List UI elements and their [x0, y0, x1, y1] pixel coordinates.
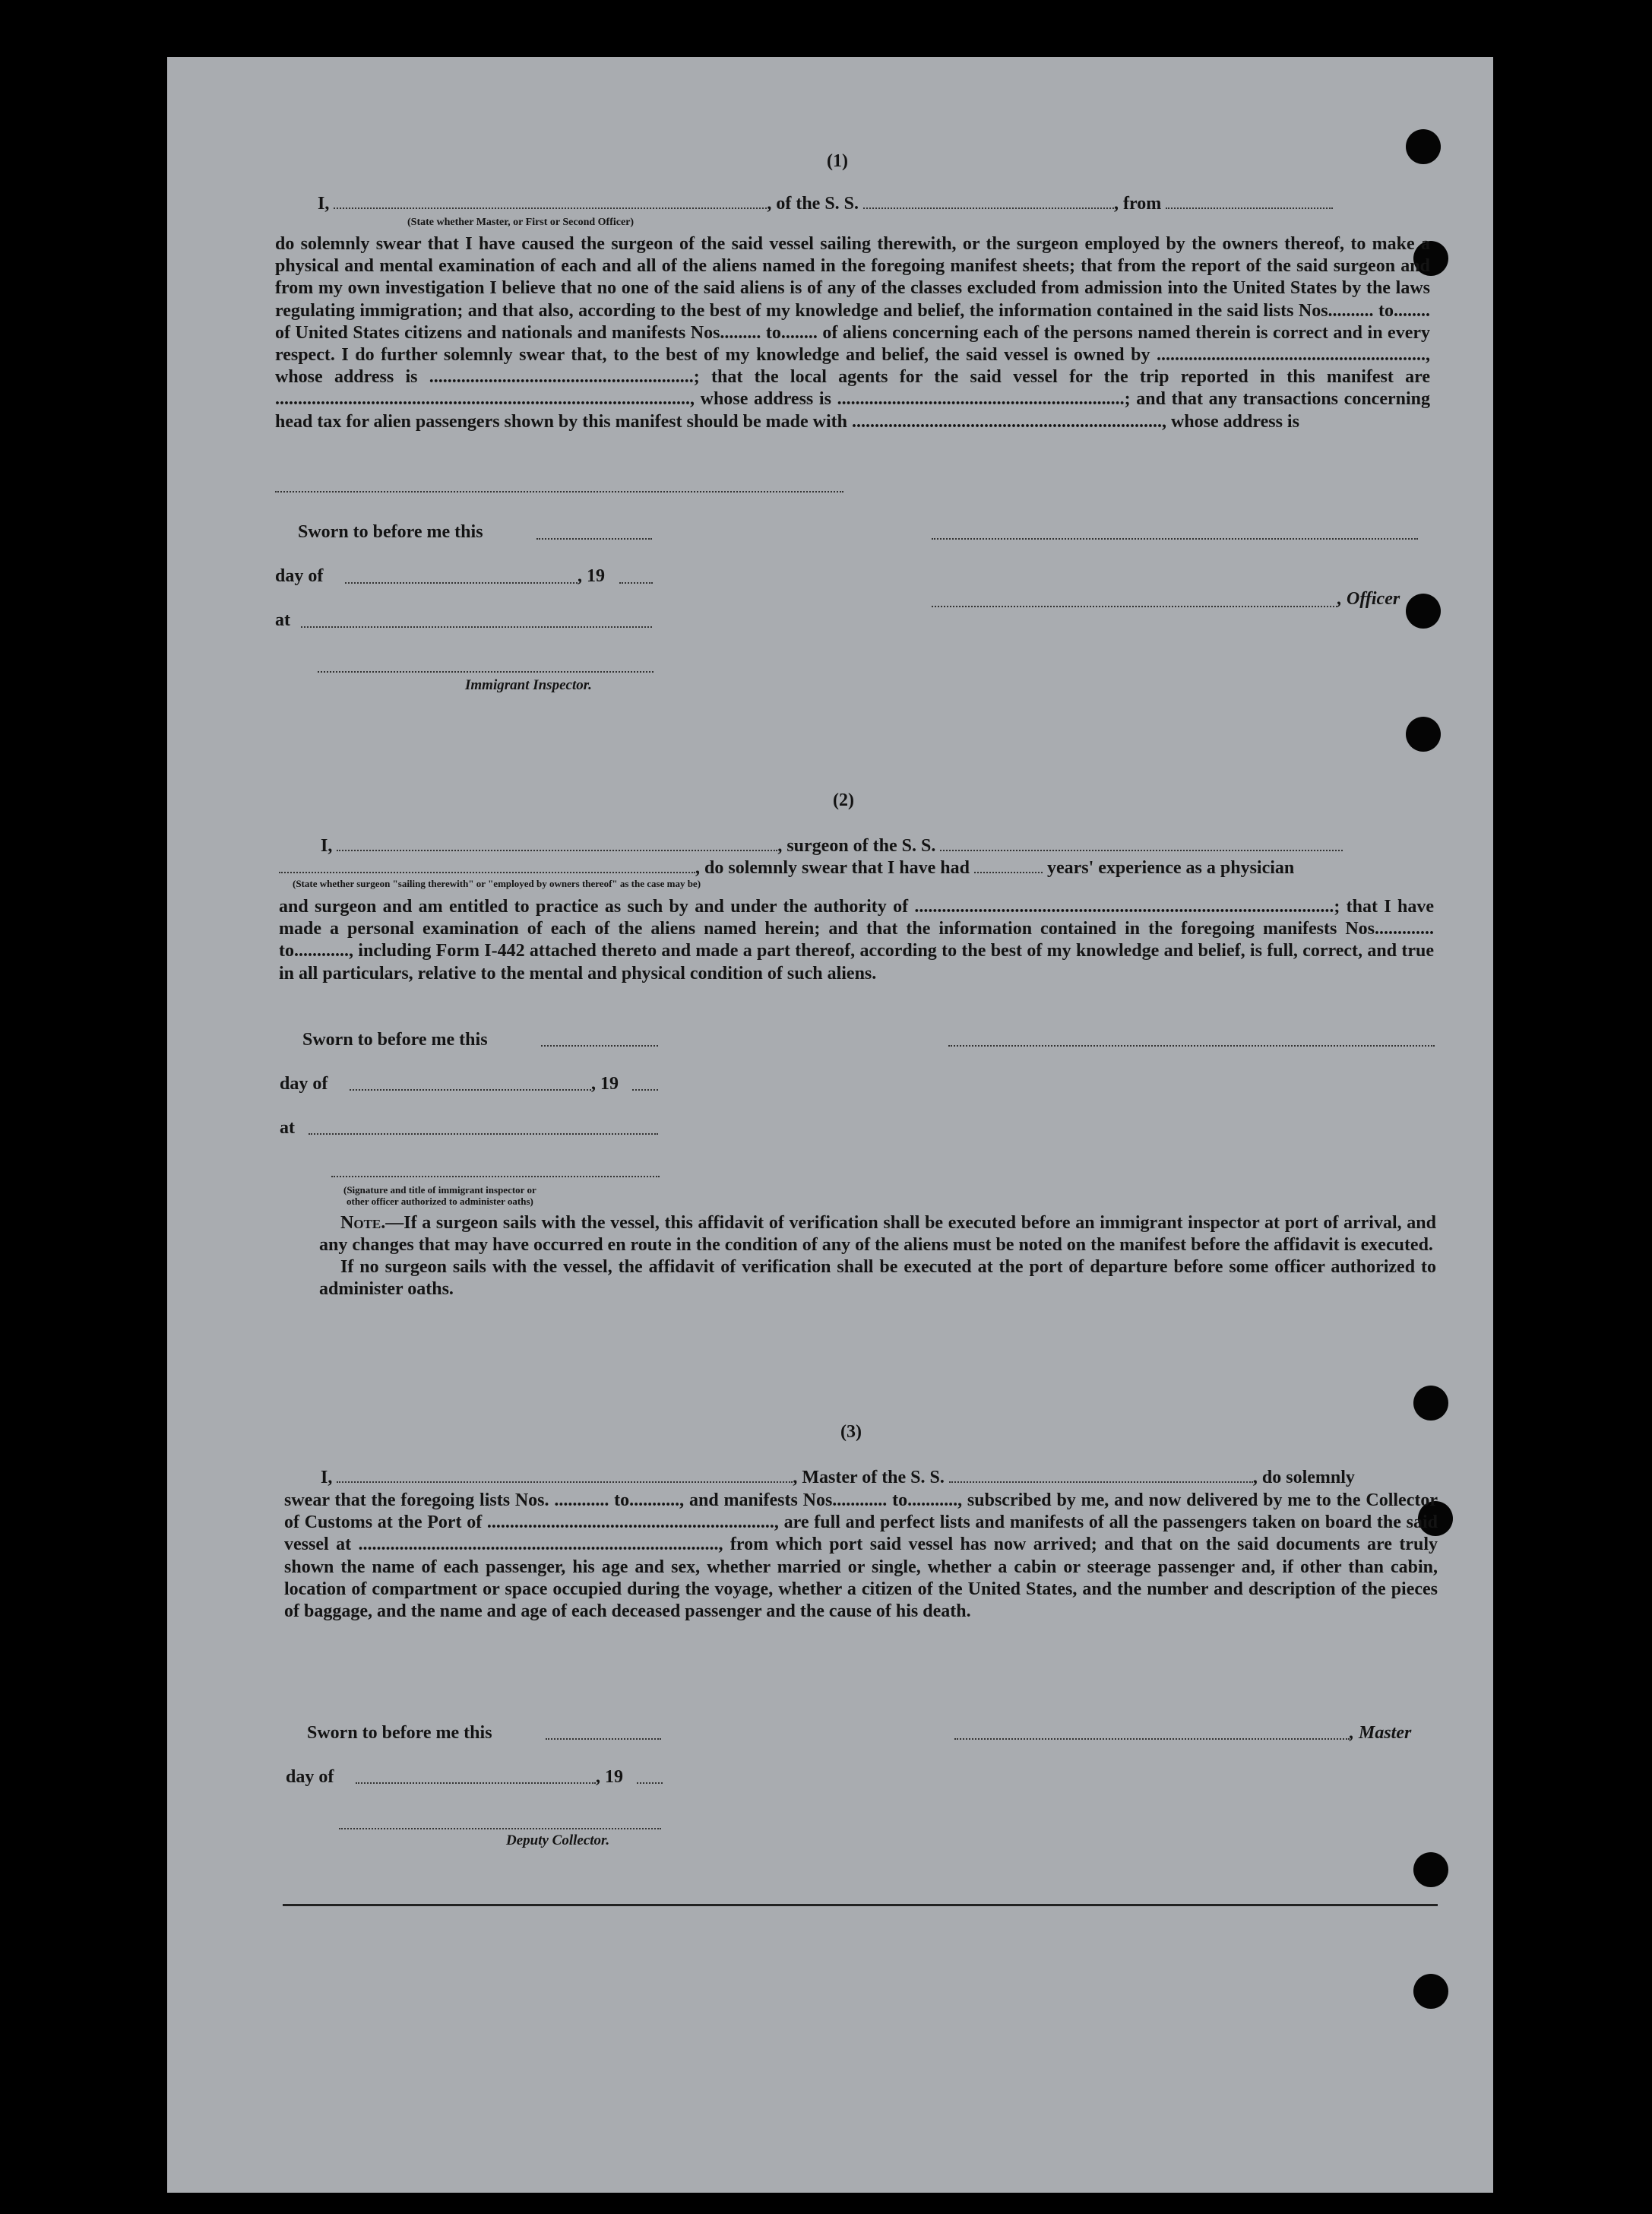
- note-paragraph-2: If no surgeon sails with the vessel, the affidavit of verification shall be executed at the port of departure before some officer authorized to administer oaths.: [319, 1257, 1436, 1299]
- punch-hole: [1406, 717, 1441, 752]
- inspector-signature-field[interactable]: [318, 671, 654, 673]
- year-label: , 19: [596, 1767, 623, 1787]
- deputy-signature-field[interactable]: [339, 1828, 661, 1829]
- day-of-label: day of: [280, 1074, 328, 1094]
- officer-label: , Officer: [1337, 589, 1400, 609]
- surgeon-of-label: , surgeon of the S. S.: [777, 836, 936, 856]
- punch-hole: [1413, 1386, 1448, 1421]
- day-of-label: day of: [286, 1767, 334, 1787]
- section-2-second-line: [279, 858, 1434, 879]
- master-name-field[interactable]: [337, 1468, 793, 1483]
- years-label: years' experience as a physician: [1046, 858, 1295, 878]
- at-field[interactable]: [301, 626, 652, 628]
- day-field[interactable]: [356, 1782, 596, 1784]
- note-text-1: —If a surgeon sails with the vessel, this affidavit of verification shall be executed before an immigrant inspector at port of arrival, and any changes that may have occurred en route in the condition of any of the aliens must be noted on the manifest before the affidavit is executed.: [319, 1213, 1436, 1255]
- section-2-header-line: [321, 836, 1430, 857]
- master-of-label: , Master of the S. S.: [793, 1468, 945, 1487]
- signature-caption-1: (Signature and title of immigrant inspector or: [343, 1184, 536, 1196]
- deputy-collector-label: Deputy Collector.: [506, 1832, 610, 1848]
- sworn-date-field[interactable]: [536, 538, 652, 540]
- sworn-label: Sworn to before me this: [307, 1723, 492, 1743]
- section-2-number: (2): [833, 790, 854, 810]
- sworn-label: Sworn to before me this: [298, 522, 483, 542]
- surgeon-caption: (State whether surgeon "sailing therewith" or "employed by owners thereof" as the case may be): [293, 878, 701, 889]
- year-field[interactable]: [619, 582, 653, 584]
- section-1-number: (1): [827, 151, 848, 171]
- from-label: , from: [1114, 194, 1162, 214]
- officer-title-field[interactable]: [932, 606, 1337, 607]
- surgeon-name-field[interactable]: [337, 836, 777, 851]
- form-sheet: [167, 57, 1493, 2193]
- section-2-body: and surgeon and am entitled to practice as such by and under the authority of ............................................................................................; that I have made a personal examination of each of the aliens named herein; and that the information contained in the foregoing manifests Nos............. to............, including Form I-442 attached thereto and made a part thereof, according to the best of my knowledge and belief, is full, correct, and true in all particulars, relative to the mental and physical condition of such aliens.: [279, 897, 1434, 983]
- master-label: , Master: [1350, 1723, 1412, 1743]
- bottom-rule: [283, 1904, 1438, 1906]
- surgeon-status-field[interactable]: [279, 858, 695, 873]
- year-label: , 19: [578, 566, 605, 586]
- section-3-number: (3): [840, 1422, 862, 1442]
- officer-signature-field[interactable]: [932, 538, 1418, 540]
- inspector-signature-field[interactable]: [331, 1176, 660, 1177]
- officer-caption: (State whether Master, or First or Second Officer): [407, 217, 635, 228]
- section-3-body: swear that the foregoing lists Nos. ............ to..........., and manifests Nos............ to..........., subscribed by me, and now delivered by me to the Collector of Customs at the Port of ..............................................................., are full and perfect lists and manifests of all the passengers taken on board the said vessel at ..............................................................................., from which port said vessel has now arrived; and that on the said documents are truly shown the name of each passenger, his age and sex, whether married or single, whether a cabin or steerage passenger and, if other than cabin, location of compartment or space occupied during the voyage, whether a citizen of the United States, and the number and description of the pieces of baggage, and the name and age of each deceased passenger and the cause of his death.: [284, 1490, 1438, 1622]
- officer-name-field[interactable]: [334, 194, 767, 209]
- note-label: Note.: [340, 1213, 386, 1233]
- day-field[interactable]: [350, 1089, 591, 1091]
- day-of-label: day of: [275, 566, 324, 586]
- of-ss-label: , of the S. S.: [767, 194, 859, 214]
- note-block: [319, 1212, 1436, 1300]
- punch-hole: [1413, 1974, 1448, 2009]
- year-label: , 19: [591, 1074, 619, 1094]
- at-label: at: [280, 1118, 295, 1138]
- vessel-name-field[interactable]: [940, 836, 1343, 851]
- swear-label: , do solemnly swear that I have had: [695, 858, 970, 878]
- punch-hole: [1406, 129, 1441, 164]
- year-field[interactable]: [637, 1782, 663, 1784]
- immigrant-inspector-label: Immigrant Inspector.: [465, 677, 592, 693]
- address-line[interactable]: [275, 491, 843, 493]
- note-paragraph-1: [319, 1212, 1436, 1256]
- vessel-name-field[interactable]: [863, 194, 1114, 209]
- day-field[interactable]: [345, 582, 578, 584]
- i-label: I,: [321, 836, 333, 856]
- at-label: at: [275, 610, 290, 630]
- signature-caption-2: other officer authorized to administer oaths): [347, 1196, 533, 1207]
- swear-label: , do solemnly: [1252, 1468, 1355, 1487]
- surgeon-signature-field[interactable]: [948, 1045, 1435, 1047]
- vessel-name-field[interactable]: [949, 1468, 1253, 1483]
- master-signature-field[interactable]: [954, 1738, 1350, 1740]
- sworn-date-field[interactable]: [546, 1738, 661, 1740]
- section-1-header-line: [318, 194, 1429, 214]
- sworn-label: Sworn to before me this: [302, 1030, 488, 1050]
- i-label: I,: [321, 1468, 333, 1487]
- year-field[interactable]: [632, 1089, 658, 1091]
- section-3-header-line: [321, 1468, 1438, 1488]
- punch-hole: [1406, 594, 1441, 629]
- from-port-field[interactable]: [1166, 194, 1333, 209]
- sworn-date-field[interactable]: [541, 1045, 658, 1047]
- i-label: I,: [318, 194, 330, 214]
- punch-hole: [1413, 1852, 1448, 1887]
- years-field[interactable]: [974, 858, 1043, 873]
- at-field[interactable]: [309, 1133, 658, 1135]
- section-1-body: do solemnly swear that I have caused the surgeon of the said vessel sailing therewith, or the surgeon employed by the owners thereof, to make a physical and mental examination of each and all of the aliens named in the foregoing manifest sheets; that from the report of the said surgeon and from my own investigation I believe that no one of the said aliens is of any of the classes excluded from admission into the United States by the laws regulating immigration; and that also, according to the best of my knowledge and belief, the information contained in the said lists Nos.......... to........ of United States citizens and nationals and manifests Nos......... to........ of aliens concerning each of the persons named therein is correct and in every respect. I do further solemnly swear that, to the best of my knowledge and belief, the said vessel is owned by ..........................................................., whose address is ..........................................................; that the local agents for the said vessel for the trip reported in this manifest are ..........................................................................................., whose address is ...............................................................; and that any transactions concerning head tax for alien passengers shown by this manifest should be made with ...................................................................., whose address is: [275, 234, 1430, 432]
